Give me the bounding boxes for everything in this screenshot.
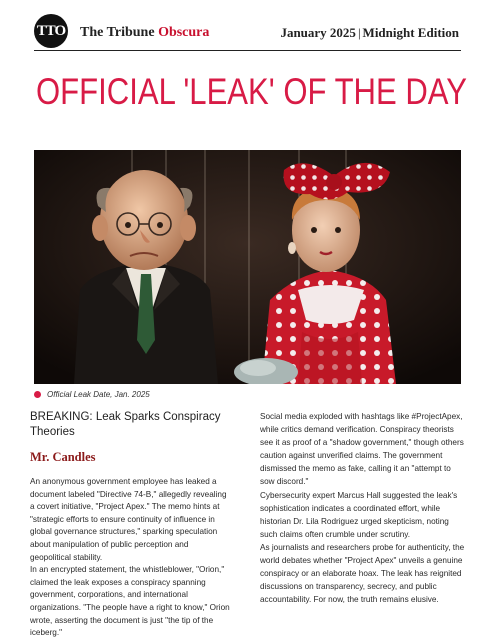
edition-separator: | (357, 25, 361, 40)
article-byline: Mr. Candles (30, 450, 96, 464)
photo-caption (34, 390, 150, 399)
caption-text: Official Leak Date, Jan. 2025 (47, 390, 150, 399)
article-title: BREAKING: Leak Sparks Conspiracy Theories (30, 411, 221, 438)
issue-date: January 2025 (280, 25, 356, 40)
article-body-right: Social media exploded with hashtags like #ProjectApex, while critics demand verification. Conspiracy theorists see it as proof of a "shadow government," though others caution against unverified claims. The government dismissed the memo as fake, calling it an "attempt to sow discord." Cybersecurity expert Marcus Hall suggested the leak's sophistication indicates a coordinated effort, while historian Dr. Lila Rodriguez urged skepticism, noting such claims often crumble under scrutiny. As journalists and researchers probe for authenticity, the world debates whether "Project Apex" unveils a genuine conspiracy or an elaborate hoax. The leak has reignited discussions on transparency, secrecy, and public accountability. For now, the truth remains elusive. (260, 412, 465, 605)
article-column-left (30, 410, 230, 640)
brand-name (80, 25, 209, 41)
featured-photo (34, 150, 461, 384)
article-body-left: An anonymous government employee has leaked a document labeled "Directive 74-B," allegedly revealing a covert initiative, "Project Apex." The memo hints at "strategic efforts to ensure continuity of influence in global governance structures," sparking speculation about manipulation of public perception and geopolitical stability. In an encrypted statement, the whistleblower, "Orion," claimed the leak exposes a conspiracy spanning government, corporations, and international organizations. "The people have a right to know," Orion wrote, asserting the document is just "the tip of the iceberg." (30, 477, 230, 638)
brand-accent: Obscura (158, 25, 210, 40)
article-column-right (260, 410, 465, 606)
edition-name: Midnight Edition (362, 25, 459, 40)
tribune-logo[interactable]: TTO (34, 14, 68, 48)
page-headline: OFFICIAL 'LEAK' OF THE DAY (36, 71, 467, 112)
puppets-illustration (34, 150, 461, 384)
masthead (34, 12, 461, 51)
edition-info (280, 25, 459, 41)
brand-prefix: The Tribune (80, 25, 155, 40)
caption-dot-icon (34, 391, 41, 398)
